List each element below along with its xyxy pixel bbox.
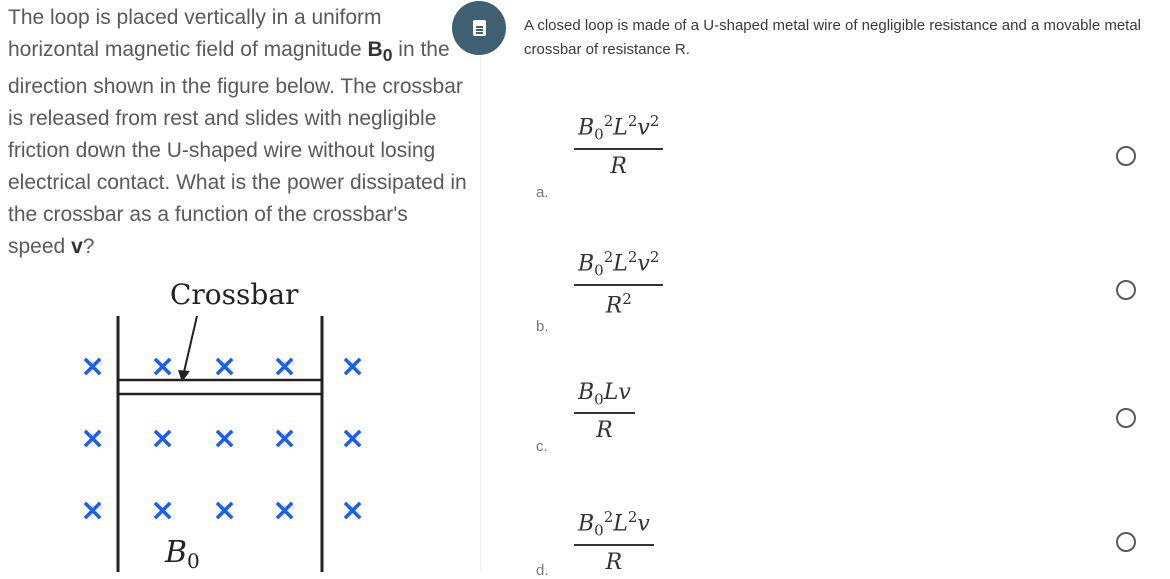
statement-line-1: A closed loop is made of a U-shaped metal wire of negligible resistance and a movable metal — [524, 17, 1142, 34]
field-label: $B_0$ — [165, 535, 200, 572]
formula-denominator: R — [610, 153, 627, 179]
field-symbol: $B_0$ — [367, 38, 393, 66]
document-icon — [473, 20, 486, 36]
option-formula — [574, 380, 635, 443]
field-cross: × — [80, 421, 106, 456]
field-cross: × — [212, 421, 238, 456]
crossbar-pointer — [184, 316, 197, 372]
formula-denominator: R — [605, 549, 623, 575]
option-radio[interactable] — [1116, 280, 1136, 300]
formula-numerator: $B_0Lv$ — [578, 380, 631, 409]
option-formula — [574, 112, 663, 179]
field-cross: × — [150, 349, 176, 384]
field-cross: × — [340, 349, 366, 384]
formula-denominator: $R^2$ — [605, 289, 632, 319]
option-radio[interactable] — [1116, 532, 1136, 552]
question-text: The loop is placed vertically in a uniform horizontal magnetic field of magnitude $B_0$ in the direction shown in the figure below. The crossbar is released from rest and slides with negligible friction down the U-shaped wire without losing electrical contact. What is the power dissipated in the crossbar as a function of the crossbar's speed v? — [8, 6, 467, 259]
option-letter: d. — [536, 562, 549, 579]
option-radio[interactable] — [1116, 146, 1136, 166]
crossbar-label: Crossbar — [170, 278, 299, 311]
field-cross: × — [340, 421, 366, 456]
field-cross: × — [272, 493, 298, 528]
option-formula — [574, 248, 663, 318]
option-letter: a. — [536, 184, 549, 201]
formula-denominator: R — [596, 418, 613, 444]
formula-numerator: $B_0^2L^2v^2$ — [578, 248, 660, 280]
option-letter: c. — [536, 438, 548, 455]
formula-numerator: $B_0^2L^2v^2$ — [578, 112, 660, 144]
document-button[interactable] — [452, 1, 506, 55]
option-letter: b. — [536, 318, 549, 335]
field-cross: × — [340, 493, 366, 528]
field-cross: × — [150, 493, 176, 528]
problem-statement — [524, 14, 1170, 62]
option-radio[interactable] — [1116, 408, 1136, 428]
field-cross: × — [212, 493, 238, 528]
field-cross: × — [150, 421, 176, 456]
loop-figure — [60, 272, 390, 572]
statement-line-2: crossbar of resistance R. — [524, 41, 690, 58]
field-cross: × — [212, 349, 238, 384]
field-cross: × — [272, 349, 298, 384]
field-cross: × — [80, 349, 106, 384]
panel-divider — [480, 0, 481, 572]
question-panel — [0, 0, 480, 572]
option-formula — [574, 508, 654, 575]
field-cross: × — [272, 421, 298, 456]
speed-symbol: v — [71, 235, 83, 259]
formula-numerator: $B_0^2L^2v$ — [578, 508, 650, 540]
field-cross: × — [80, 493, 106, 528]
